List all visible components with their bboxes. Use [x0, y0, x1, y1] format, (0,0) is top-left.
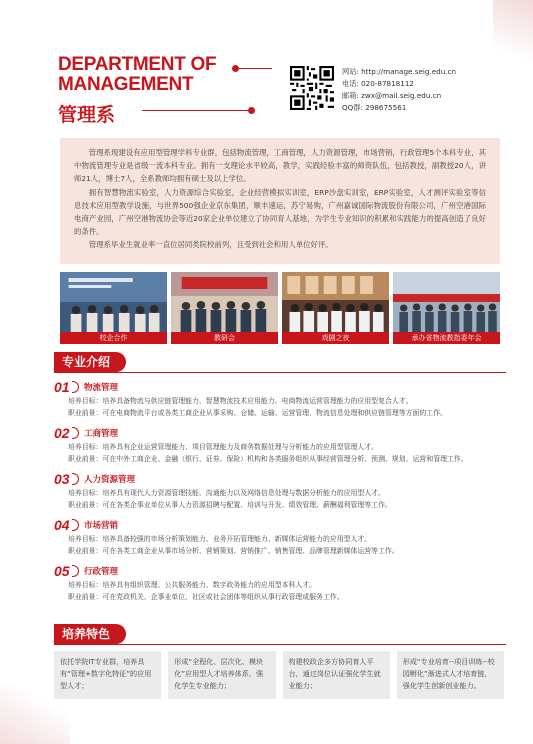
photo-caption: 承办省物流教指委年会 — [393, 332, 500, 344]
features-row — [54, 651, 504, 699]
contact-email[interactable]: 邮箱: zwx@mail.seig.edu.cn — [342, 91, 442, 100]
major-item — [54, 470, 514, 511]
feature-card: 形成“专业培育--项目训练--校园孵化”渐进式人才培育链，强化学生创新创业能力。 — [397, 651, 504, 699]
department-title-en — [58, 55, 248, 95]
section-rule — [54, 644, 506, 645]
major-career: 职业前景：可在各类工商企业从事市场分析、营销策划、营销推广、销售管理、品牌管理新媒体运营等工作。 — [68, 546, 399, 555]
major-header — [54, 562, 514, 580]
section-rule — [54, 372, 506, 373]
feature-card: 形成“全程化、层次化、模块化”应用型人才培养体系，强化学生专业能力； — [168, 651, 275, 699]
photo-teaching-seminar — [171, 272, 278, 344]
feature-card: 依托学院IT专业群，培养具有“管理+数字化特征”的应用型人才； — [54, 651, 161, 699]
major-goal: 培养目标：培养具有现代人力资源管理技能、沟通能力以及网络信息处理与数据分析能力的应用型人才。 — [68, 489, 385, 497]
major-name: 人力资源管理 — [84, 475, 136, 485]
feature-card: 构建校政企多方协同育人平台，通过岗位认证强化学生就业能力； — [283, 651, 390, 699]
major-item — [54, 516, 514, 557]
intro-paragraph: 管理系现建设有应用型管理学科专业群，包括物流管理，工商管理，人力资源管理，市场营销，行政管理5个本科专业，其中物流管理专业是省级一流本科专业。拥有一支理论水平较高，教学，实践经验丰富的师资队伍，包括教授，副教授20人，讲师21人，博士7人，全系教师均拥有硕士及以上学位。 — [74, 148, 486, 184]
major-career: 职业前景：可在电商物流平台或各类工商企业从事采购、仓储、运输、运营管理、物流信息处理和供应链管理等方面的工作。 — [68, 408, 447, 417]
majors-list — [54, 378, 514, 608]
major-number: 05 — [54, 563, 70, 579]
section-title-majors: 专业介绍 — [54, 352, 126, 372]
department-title-en-line1: DEPARTMENT OF — [58, 54, 217, 75]
paren-icon — [72, 519, 79, 531]
corner-decoration-top — [493, 0, 533, 70]
qr-code-icon — [290, 66, 334, 110]
major-goal: 培养目标：培养具有组织管理、公共服务能力、数字政务能力的应用型本科人才。 — [68, 581, 317, 589]
major-career: 职业前景：可在中外工商企业、金融（银行、证券、保险）机构和各类服务组织从事经营管理分析、预测、规划、运营和管理工作。 — [68, 454, 468, 463]
major-item — [54, 562, 514, 603]
major-item — [54, 424, 514, 465]
intro-box — [60, 138, 500, 264]
major-header — [54, 424, 514, 442]
major-goal: 培养目标：培养具备物流与供应链管理能力、智慧物流技术应用能力、电商物流运营管理能力的应用型复合人才。 — [68, 397, 413, 405]
contact-phone: 电话: 020-87818112 — [342, 79, 414, 88]
photo-logistics-conference — [393, 272, 500, 344]
major-header — [54, 470, 514, 488]
paren-icon — [72, 381, 79, 393]
major-goal: 培养目标：培养具有企业运营管理能力、项目管理能力及商务数据处理与分析能力的应用型管理人才。 — [68, 443, 379, 451]
major-number: 02 — [54, 425, 70, 441]
photo-school-enterprise — [60, 272, 167, 344]
major-item — [54, 378, 514, 419]
photo-caption: 校企合作 — [60, 332, 167, 344]
intro-paragraph: 管理系毕业生就业率一直位居同类院校前列，且受到社会和用人单位好评。 — [88, 240, 333, 250]
major-number: 03 — [54, 471, 70, 487]
department-title-en-line2: MANAGEMENT — [58, 74, 194, 95]
contact-info — [342, 66, 456, 114]
contact-qq: QQ群: 298675561 — [342, 103, 407, 112]
major-name: 行政管理 — [84, 567, 119, 577]
major-name: 市场营销 — [84, 521, 119, 531]
major-name: 工商管理 — [84, 429, 119, 439]
major-number: 01 — [54, 379, 70, 395]
paren-icon — [72, 565, 79, 577]
major-career: 职业前景：可在各类企事业单位从事人力资源招聘与配置、培训与开发、绩效管理、薪酬福利管理等工作。 — [68, 500, 392, 509]
photo-caption: 教研会 — [171, 332, 278, 344]
intro-paragraph: 拥有智慧物流实验室，人力资源综合实验室，企业经营模拟实训室，ERP沙盘实训室，ERP实验室，人才测评实验室等信息技术应用型教学设施，与世界500强企业京东集团，顺丰速运，苏宁易购，广州嘉诚国际物流股份有限公司，广州空港国际电商产业园，广州空港物流协会等近20家企业单位建立了协同育人基地，为学生专业知识的积累和实践能力的提高创造了良好的条件。 — [74, 187, 486, 237]
photo-caption: 戏剧之夜 — [282, 332, 389, 344]
paren-icon — [72, 427, 79, 439]
section-title-features: 培养特色 — [54, 624, 126, 644]
photo-strip — [60, 272, 500, 344]
major-goal: 培养目标：培养具备较强的市场分析策划能力、业务开拓管理能力、新媒体运营能力的应用型人才。 — [68, 535, 372, 543]
department-title-cn: 管理系 — [58, 104, 116, 126]
major-number: 04 — [54, 517, 70, 533]
title-underline — [142, 110, 250, 111]
title-topdot — [232, 65, 239, 72]
major-career: 职业前景：可在党政机关、企事业单位、社区或社会团体等组织从事行政管理或服务工作。 — [68, 592, 344, 601]
major-header — [54, 516, 514, 534]
photo-drama-night — [282, 272, 389, 344]
contact-website[interactable]: 网站: http://manage.seig.edu.cn — [342, 67, 457, 76]
paren-icon — [72, 473, 79, 485]
major-name: 物流管理 — [84, 383, 119, 393]
title-dot — [248, 107, 255, 114]
major-header — [54, 378, 514, 396]
